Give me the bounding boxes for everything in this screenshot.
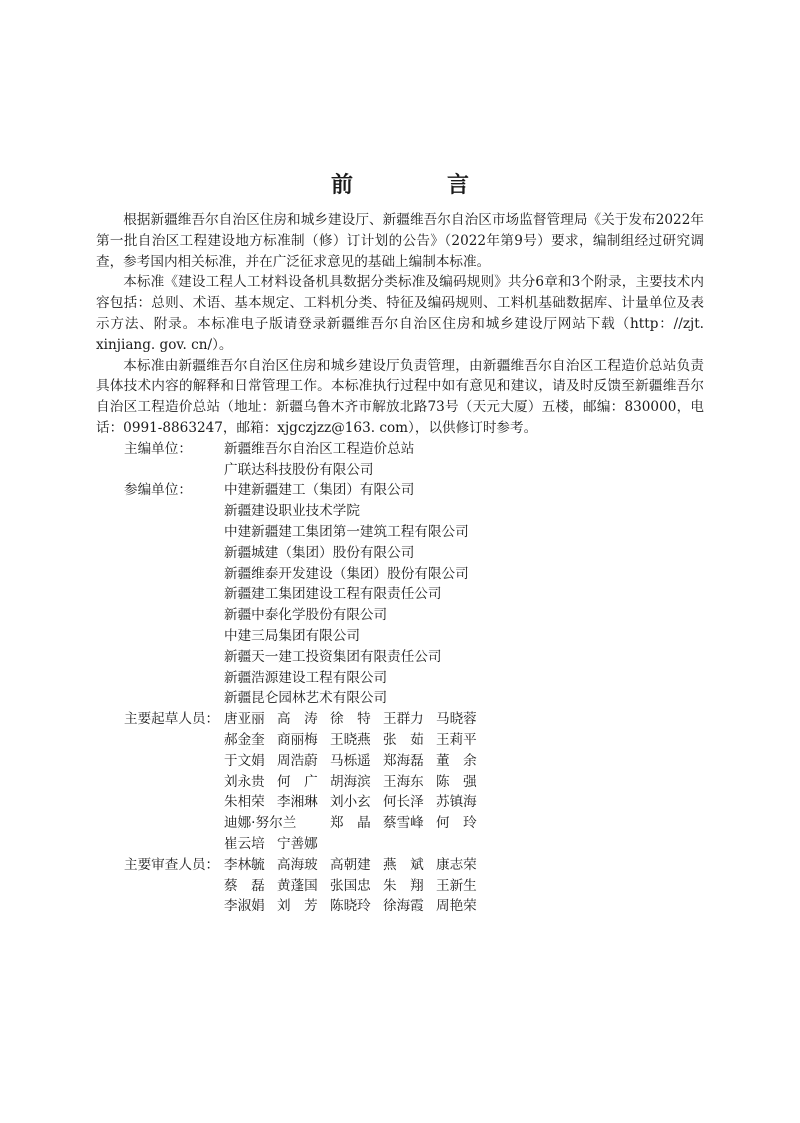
- participant-unit: 新疆建设职业技术学院: [224, 503, 360, 520]
- person-name: 高 涛: [277, 711, 318, 728]
- chief-editor-unit: 广联达科技股份有限公司: [224, 461, 374, 478]
- drafters-section: [96, 709, 704, 855]
- drafter-row: [224, 792, 704, 813]
- person-name: 王新生: [436, 877, 477, 894]
- person-name: 郑 晶: [330, 815, 371, 832]
- chief-editor-unit: 新疆维吾尔自治区工程造价总站: [224, 440, 415, 457]
- person-name: 陈晓玲: [330, 898, 371, 915]
- drafter-row: [224, 813, 704, 834]
- participant-unit: 中建新疆建工（集团）有限公司: [224, 482, 415, 499]
- participants-entries: [224, 480, 704, 709]
- reviewers-entries: [224, 855, 704, 917]
- drafters-entries: [224, 709, 704, 855]
- participant-unit: 新疆维泰开发建设（集团）股份有限公司: [224, 565, 469, 582]
- reviewer-row: [224, 876, 704, 897]
- person-name: 董 余: [436, 752, 477, 769]
- chief-editors-label: 主编单位：: [124, 440, 192, 457]
- person-name: 王晓燕: [330, 731, 371, 748]
- person-name: 于文娟: [224, 752, 265, 769]
- person-name: 宁善娜: [277, 835, 318, 852]
- person-name: 何 玲: [436, 815, 477, 832]
- drafter-row: [224, 709, 704, 730]
- person-name: 商丽梅: [277, 731, 318, 748]
- person-name: 胡海滨: [330, 773, 371, 790]
- person-name: 蔡 磊: [224, 877, 265, 894]
- participants-label: 参编单位：: [124, 482, 192, 499]
- person-name: 黄蓬国: [277, 877, 318, 894]
- person-name: 李湘琳: [277, 794, 318, 811]
- person-name: 张 茹: [383, 731, 424, 748]
- person-name: 唐亚丽: [224, 711, 265, 728]
- reviewer-row: [224, 855, 704, 876]
- participant-unit: 新疆中泰化学股份有限公司: [224, 607, 388, 624]
- person-name: 蔡雪峰: [383, 815, 424, 832]
- person-name: 郑海磊: [383, 752, 424, 769]
- reviewer-row: [224, 896, 704, 917]
- participant-unit: 新疆天一建工投资集团有限责任公司: [224, 648, 442, 665]
- drafter-row: [224, 730, 704, 751]
- contributors-list: [96, 439, 704, 917]
- person-name: 刘小玄: [330, 794, 371, 811]
- drafters-label: 主要起草人员：: [124, 711, 220, 728]
- person-name: 高海玻: [277, 856, 318, 873]
- person-name: 王莉平: [436, 731, 477, 748]
- paragraph-basis: 根据新疆维吾尔自治区住房和城乡建设厅、新疆维吾尔自治区市场监督管理局《关于发布2022年第一批自治区工程建设地方标准制（修）订计划的公告》（2022年第9号）要求，编制组经过研究调查，参考国内相关标准，并在广泛征求意见的基础上编制本标准。: [96, 212, 704, 270]
- reviewers-label: 主要审查人员：: [124, 856, 220, 873]
- person-name: 朱 翔: [383, 877, 424, 894]
- paragraph-management: 本标准由新疆维吾尔自治区住房和城乡建设厅负责管理，由新疆维吾尔自治区工程造价总站负责具体技术内容的解释和日常管理工作。本标准执行过程中如有意见和建议，请及时反馈至新疆维吾尔自治区工程造价总站（地址：新疆乌鲁木齐市解放北路73号（天元大厦）五楼，邮编：830000，电话：0991-8863247，邮箱：xjgczjzz@163. com），以供修订时参考。: [96, 357, 704, 436]
- participant-unit: 新疆昆仑园林艺术有限公司: [224, 690, 388, 707]
- paragraph-content: 本标准《建设工程人工材料设备机具数据分类标准及编码规则》共分6章和3个附录，主要技术内容包括：总则、术语、基本规定、工料机分类、特征及编码规则、工料机基础数据库、计量单位及表示方法、附录。本标准电子版请登录新疆维吾尔自治区住房和城乡建设厅网站下载（http：//zjt. xinjiang. gov. cn/）。: [96, 274, 704, 353]
- person-name: 陈 强: [436, 773, 477, 790]
- person-name: 康志荣: [436, 856, 477, 873]
- participant-unit: 新疆浩源建设工程有限公司: [224, 669, 388, 686]
- page-title: 前 言: [330, 172, 505, 198]
- person-name: 张国忠: [330, 877, 371, 894]
- person-name: 王海东: [383, 773, 424, 790]
- person-name: 崔云培: [224, 835, 265, 852]
- participant-unit: 中建三局集团有限公司: [224, 627, 360, 644]
- person-name: 周浩蔚: [277, 752, 318, 769]
- person-name: 李林毓: [224, 856, 265, 873]
- person-name: 徐海霞: [383, 898, 424, 915]
- person-name: 郝金奎: [224, 731, 265, 748]
- person-name: 刘永贵: [224, 773, 265, 790]
- person-name: 迪娜·努尔兰: [224, 815, 297, 832]
- participant-unit: 新疆城建（集团）股份有限公司: [224, 544, 415, 561]
- participant-unit: 中建新疆建工集团第一建筑工程有限公司: [224, 523, 469, 540]
- participants-section: [96, 480, 704, 709]
- reviewers-section: [96, 855, 704, 917]
- person-name: 燕 斌: [383, 856, 424, 873]
- drafter-row: [224, 834, 704, 855]
- document-body: [96, 210, 704, 917]
- person-name: 李淑娟: [224, 898, 265, 915]
- person-name: 周艳荣: [436, 898, 477, 915]
- drafter-row: [224, 751, 704, 772]
- person-name: 刘 芳: [277, 898, 318, 915]
- person-name: 何 广: [277, 773, 318, 790]
- person-name: 朱相荣: [224, 794, 265, 811]
- person-name: 徐 特: [330, 711, 371, 728]
- person-name: 王群力: [383, 711, 424, 728]
- chief-editors-section: [96, 439, 704, 481]
- person-name: 苏镇海: [436, 794, 477, 811]
- participant-unit: 新疆建工集团建设工程有限责任公司: [224, 586, 442, 603]
- person-name: 马栎遥: [330, 752, 371, 769]
- chief-editors-entries: [224, 439, 704, 481]
- person-name: 高朝建: [330, 856, 371, 873]
- person-name: 何长泽: [383, 794, 424, 811]
- drafter-row: [224, 772, 704, 793]
- person-name: 马晓蓉: [436, 711, 477, 728]
